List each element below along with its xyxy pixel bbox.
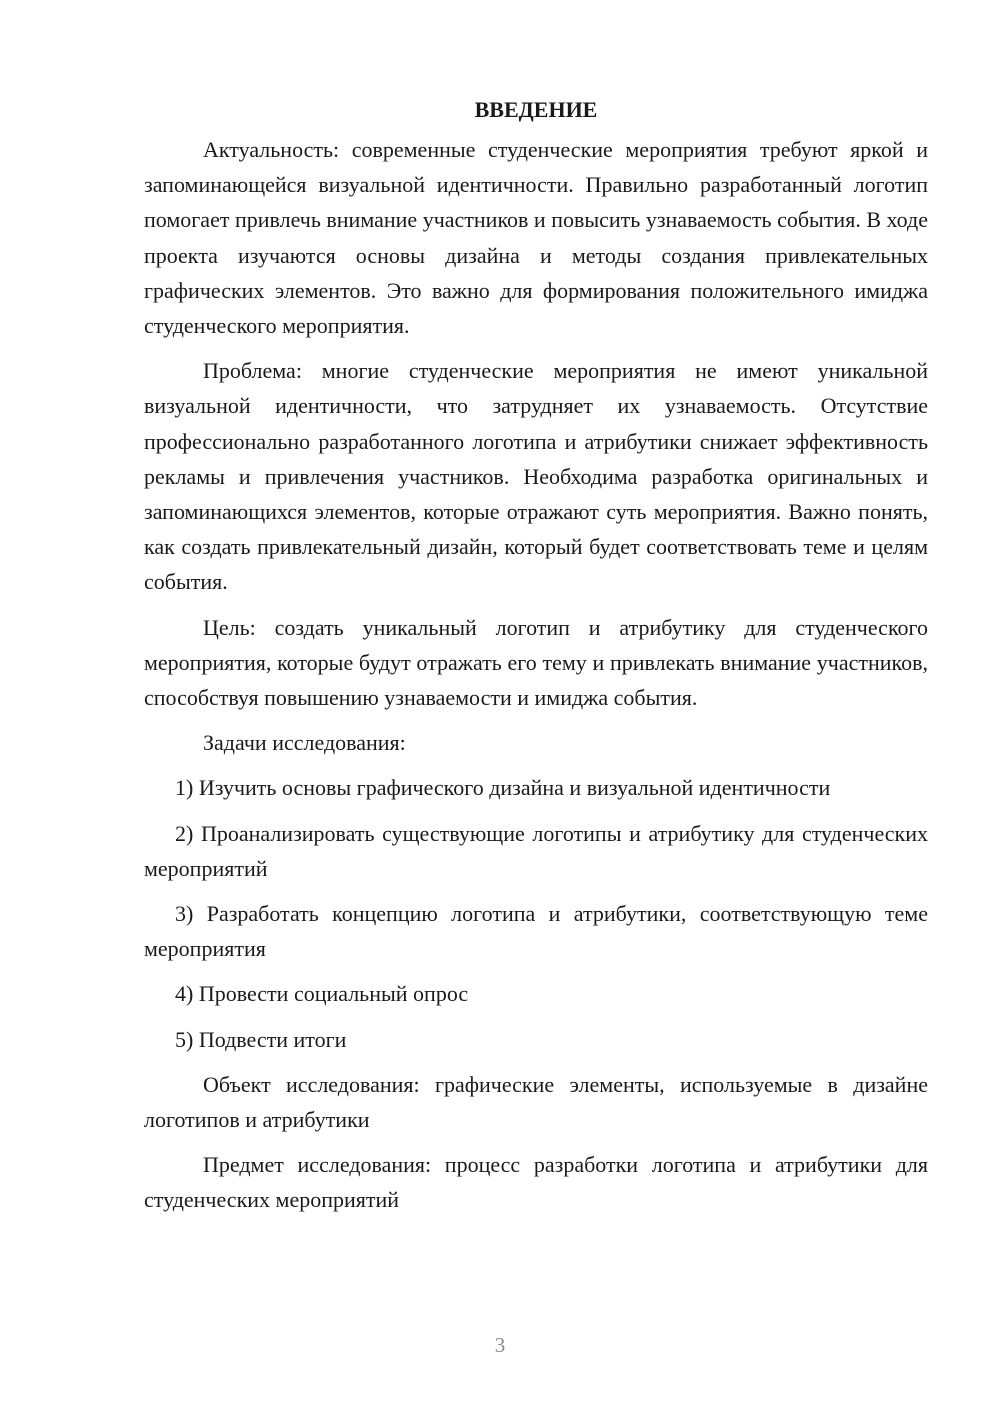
relevance-paragraph: Актуальность: современные студенческие мероприятия требуют яркой и запоминающейся визуальной идентичности. Правильно разработанный логотип помогает привлечь внимание участников и повысить узнаваемость события. В ходе проекта изучаются основы дизайна и методы создания привлекательных графических элементов. Это важно для формирования положительного имиджа студенческого мероприятия. (144, 137, 928, 339)
tasks-list (144, 770, 928, 1056)
problem-paragraph: Проблема: многие студенческие мероприятия не имеют уникальной визуальной идентичности, что затрудняет их узнаваемость. Отсутствие профессионально разработанного логотипа и атрибутики снижает эффективность рекламы и привлечения участников. Необходима разработка оригинальных и запоминающихся элементов, которые отражают суть мероприятия. Важно понять, как создать привлекательный дизайн, который будет соответствовать теме и целям события. (144, 358, 928, 595)
document-page (144, 92, 928, 1228)
subject-paragraph: Предмет исследования: процесс разработки логотипа и атрибутики для студенческих мероприятий (144, 1152, 928, 1213)
section-title: ВВЕДЕНИЕ (474, 97, 598, 122)
task-item: 1) Изучить основы графического дизайна и визуальной идентичности (175, 775, 831, 801)
page-number: 3 (494, 1333, 506, 1357)
task-item: 5) Подвести итоги (175, 1026, 347, 1052)
tasks-heading: Задачи исследования: (203, 730, 406, 756)
object-paragraph: Объект исследования: графические элементы, используемые в дизайне логотипов и атрибутики (144, 1071, 928, 1133)
task-item: 2) Проанализировать существующие логотипы и атрибутику для студенческих мероприятий (144, 820, 928, 881)
task-item: 4) Провести социальный опрос (175, 981, 469, 1007)
task-item: 3) Разработать концепцию логотипа и атрибутики, соответствующую теме мероприятия (144, 901, 928, 962)
goal-paragraph: Цель: создать уникальный логотип и атрибутику для студенческого мероприятия, которые будут отражать его тему и привлекать внимание участников, способствуя повышению узнаваемости и имиджа события. (144, 614, 928, 711)
